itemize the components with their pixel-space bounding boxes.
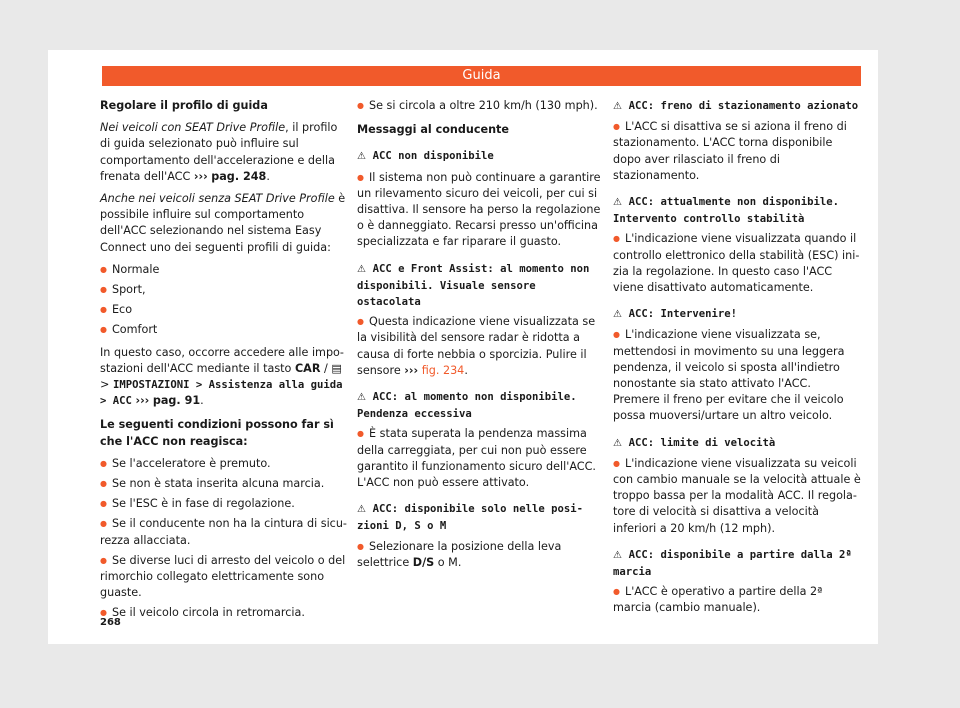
message-title: ⚠ ACC: al momento non disponibile. Pendenza eccessiva <box>357 391 577 421</box>
message-desc: ● L'indicazione viene visualizzata se, mettendosi in movimento su una leggera pendenza, il veicolo si sposta all'indietro nonostante sia stato attivato l'ACC. Premere il freno per evitare che il veicolo possa muoversi/urtare un altro veicolo. <box>613 327 861 424</box>
message-desc: ● Selezionare la posizione della leva selettrice D/S o M. <box>357 539 605 571</box>
warning-icon: ⚠ <box>357 504 366 516</box>
warning-icon: ⚠ <box>613 101 622 112</box>
page-ref[interactable]: pag. 248 <box>211 169 267 183</box>
heading-messages: Messaggi al conducente <box>357 123 509 137</box>
message-title: ⚠ ACC: disponibile a partire dalla 2ª marcia <box>613 548 852 579</box>
message-desc: ● È stata superata la pendenza massima della carreggiata, per cui non può essere garantito il funzionamento sicuro dell'ACC. L'ACC non può essere attivato. <box>357 426 605 491</box>
paragraph-drive-profile: Nei veicoli con SEAT Drive Profile, il profilo di guida selezionato può influire sul comportamento dell'accelerazione e della frenata dell'ACC ››› pag. 248. <box>100 121 338 183</box>
figure-ref[interactable]: fig. 234 <box>421 363 465 377</box>
warning-icon: ⚠ <box>357 263 366 275</box>
message-title: ⚠ ACC: disponibile solo nelle posizioni D, S o M <box>357 503 584 533</box>
message-desc: ● Questa indicazione viene visualizzata se la visibilità del sensore radar è ridotta a causa di forte nebbia o sporcizia. Pulire il sensore ››› fig. 234. <box>357 314 605 379</box>
gear-key: D/S <box>412 555 435 569</box>
message-title: ⚠ ACC e Front Assist: al momento non disponibili. Visuale sensore ostacolata <box>357 262 590 309</box>
column-1 <box>100 98 348 626</box>
car-settings-icon: ▤ <box>331 361 342 375</box>
warning-icon: ⚠ <box>613 197 622 209</box>
warning-icon: ⚠ <box>613 309 622 321</box>
list-item: ● Sport, <box>100 282 348 298</box>
column-3 <box>613 98 861 621</box>
message-title: ⚠ ACC: limite di velocità <box>613 435 861 452</box>
message-desc: ● L'indicazione viene visualizzata quando il controllo elettronico della stabilità (ESC) inizia la regolazione. In questo caso l'ACC viene disattivato automaticamente. <box>613 231 861 296</box>
page-number: 268 <box>100 617 121 628</box>
list-item: ● Se il conducente non ha la cintura di sicurezza allacciata. <box>100 516 348 548</box>
list-item: ● Eco <box>100 302 348 318</box>
message-title: ⚠ ACC: Intervenire! <box>613 306 861 323</box>
message-desc: ● L'indicazione viene visualizzata su veicoli con cambio manuale se la velocità attuale è troppo bassa per la modalità ACC. Il regolatore di velocità si disattiva a velocità inferiori a 20 km/h (12 mph). <box>613 456 861 537</box>
message-desc: ● Il sistema non può continuare a garantire un rilevamento sicuro dei veicoli, per cui si disattiva. Il sensore ha perso la regolazione o è danneggiato. Recarsi presso un'officina specializzata e far riparare il guasto. <box>357 170 605 251</box>
paragraph-settings: In questo caso, occorre accedere alle impostazioni dell'ACC mediante il tasto CAR / ▤ > IMPOSTAZIONI > Assistenza alla guida > ACC ››› pag. 91. <box>100 345 344 408</box>
paragraph-no-drive-profile: Anche nei veicoli senza SEAT Drive Profile è possibile influire sul comportamento dell'ACC selezionando nel sistema Easy Connect uno dei seguenti profili di guida: <box>100 192 346 254</box>
message-title: ⚠ ACC non disponibile <box>357 148 605 165</box>
message-title: ⚠ ACC: attualmente non disponibile. Intervento controllo stabilità <box>613 196 840 226</box>
list-item: ● Normale <box>100 262 348 278</box>
list-item: ● Se diverse luci di arresto del veicolo o del rimorchio collegato elettricamente sono guaste. <box>100 553 348 602</box>
heading-drive-profile: Regolare il profilo di guida <box>100 99 268 112</box>
list-item: ● Se il veicolo circola in retromarcia. <box>100 605 348 621</box>
page-ref[interactable]: pag. 91 <box>152 394 201 408</box>
warning-icon: ⚠ <box>613 549 622 561</box>
manual-page <box>48 50 878 644</box>
message-title: ⚠ ACC: freno di stazionamento azionato <box>613 98 861 115</box>
column-2 <box>357 98 605 575</box>
warning-icon: ⚠ <box>357 151 366 163</box>
message-desc: ● L'ACC è operativo a partire della 2ª marcia (cambio manuale). <box>613 584 861 616</box>
warning-icon: ⚠ <box>613 437 622 449</box>
menu-path: IMPOSTAZIONI > Assistenza alla guida > ACC <box>100 379 343 408</box>
list-item: ● Comfort <box>100 322 348 338</box>
heading-conditions: Le seguenti condizioni possono far sì che l'ACC non reagisca: <box>100 418 334 448</box>
list-item: ● Se l'acceleratore è premuto. <box>100 456 348 472</box>
message-desc: ● L'ACC si disattiva se si aziona il freno di stazionamento. L'ACC torna disponibile dopo aver rilasciato il freno di stazionamento. <box>613 119 861 184</box>
car-key: CAR <box>294 361 321 375</box>
warning-icon: ⚠ <box>357 392 366 404</box>
section-header: Guida <box>102 66 861 86</box>
list-item: ● Se l'ESC è in fase di regolazione. <box>100 496 348 512</box>
list-item: ● Se non è stata inserita alcuna marcia. <box>100 476 348 492</box>
list-item: ● Se si circola a oltre 210 km/h (130 mph). <box>357 98 605 114</box>
